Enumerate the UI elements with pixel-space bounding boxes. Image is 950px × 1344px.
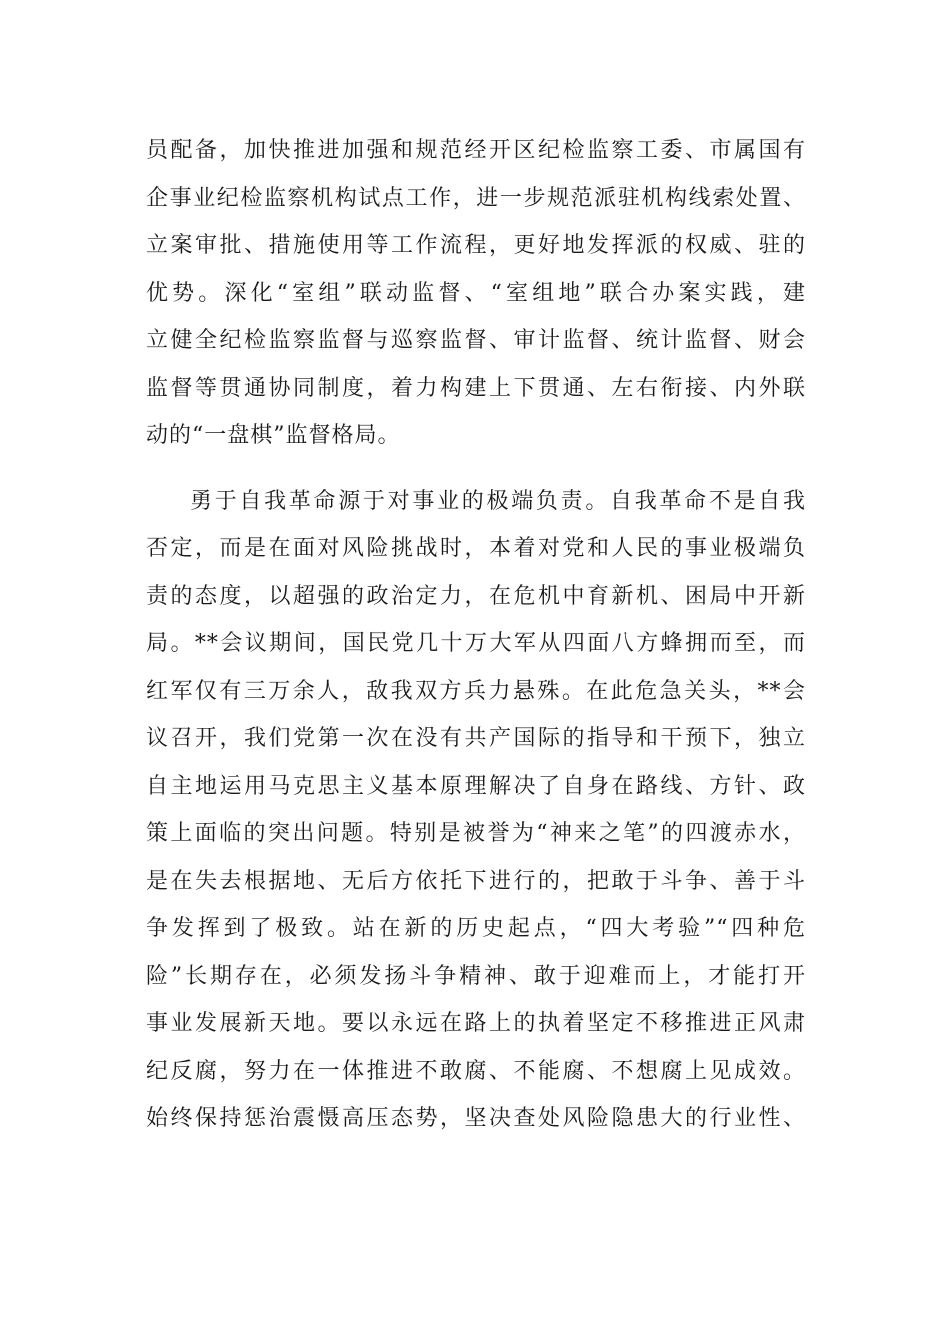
text-line: 策上面临的突出问题。特别是被誉为“神来之笔”的四渡赤水， (146, 821, 806, 846)
text-line: 企事业纪检监察机构试点工作，进一步规范派驻机构线索处置、 (146, 185, 806, 211)
text-line: 争发挥到了极致。站在新的历史起点，“四大考验”“四种危 (146, 916, 806, 941)
text-line: 局。**会议期间，国民党几十万大军从四面八方蜂拥而至，而 (146, 631, 806, 656)
text-line: 优势。深化“室组”联动监督、“室组地”联合办案实践，建 (146, 280, 806, 306)
text-line: 险”长期存在，必须发扬斗争精神、敢于迎难而上，才能打开 (146, 963, 806, 989)
text-line: 纪反腐，努力在一体推进不敢腐、不能腐、不想腐上见成效。 (146, 1058, 806, 1084)
text-line: 立案审批、措施使用等工作流程，更好地发挥派的权威、驻的 (146, 233, 806, 258)
text-line: 责的态度，以超强的政治定力，在危机中育新机、困局中开新 (146, 583, 806, 609)
paragraph-spacer (146, 460, 806, 478)
text-line: 议召开，我们党第一次在没有共产国际的指导和干预下，独立 (146, 726, 806, 751)
text-line: 否定，而是在面对风险挑战时，本着对党和人民的事业极端负 (146, 536, 806, 561)
text-line: 动的“一盘棋”监督格局。 (146, 423, 401, 448)
text-line: 监督等贯通协同制度，着力构建上下贯通、左右衔接、内外联 (146, 375, 806, 401)
text-line: 红军仅有三万余人，敌我双方兵力悬殊。在此危急关头，**会 (146, 678, 806, 704)
text-line: 始终保持惩治震慑高压态势，坚决查处风险隐患大的行业性、 (146, 1106, 806, 1131)
text-line: 立健全纪检监察监督与巡察监督、审计监督、统计监督、财会 (146, 328, 806, 353)
text-line: 自主地运用马克思主义基本原理解决了自身在路线、方针、政 (146, 773, 806, 799)
paragraph-1 (146, 127, 806, 460)
text-line: 勇于自我革命源于对事业的极端负责。自我革命不是自我 (190, 488, 806, 514)
text-line: 员配备，加快推进加强和规范经开区纪检监察工委、市属国有 (146, 138, 806, 163)
document-body (146, 127, 806, 1143)
paragraph-2 (146, 478, 806, 1143)
text-line: 是在失去根据地、无后方依托下进行的，把敢于斗争、善于斗 (146, 868, 806, 894)
text-line: 事业发展新天地。要以永远在路上的执着坚定不移推进正风肃 (146, 1011, 806, 1036)
